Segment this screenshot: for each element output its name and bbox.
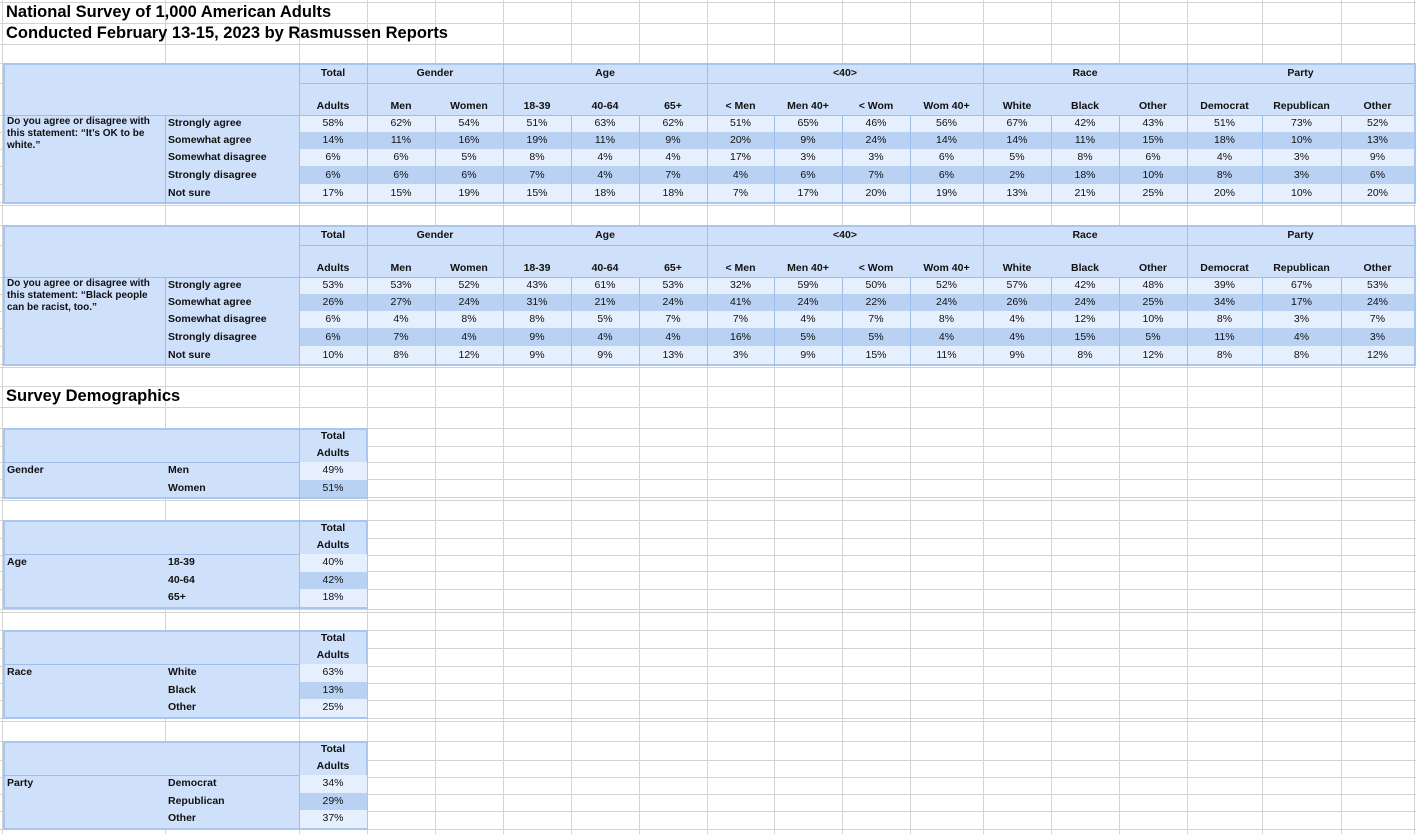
data-cell[interactable]: 57% (1006, 279, 1028, 291)
data-cell[interactable]: 5% (1145, 331, 1161, 343)
header-column[interactable]: Men 40+ (787, 262, 829, 274)
data-cell[interactable]: 25% (1142, 296, 1164, 308)
header-column[interactable]: Black (1070, 262, 1100, 274)
demographic-category[interactable]: Gender (7, 464, 44, 476)
data-cell[interactable]: 53% (322, 279, 344, 291)
data-cell[interactable]: 4% (1009, 313, 1025, 325)
data-cell[interactable]: 53% (1366, 279, 1388, 291)
data-cell[interactable]: 6% (938, 169, 955, 181)
data-cell[interactable]: 42% (1074, 279, 1096, 291)
label-divider (165, 115, 166, 204)
data-cell[interactable]: 24% (458, 296, 480, 308)
header-column[interactable]: 65+ (664, 100, 682, 112)
demo-header-total[interactable]: Total (320, 430, 346, 442)
data-cell[interactable]: 20% (729, 134, 751, 146)
demographic-label[interactable]: Black (168, 683, 197, 696)
header-group[interactable]: Party (1287, 229, 1314, 241)
header-group[interactable]: Total (320, 229, 346, 241)
header-column[interactable]: 18-39 (523, 100, 551, 112)
data-cell[interactable]: 12% (1142, 349, 1164, 361)
data-cell[interactable]: 7% (665, 313, 681, 325)
data-cell[interactable]: 6% (325, 169, 341, 181)
data-cell[interactable]: 10% (1142, 313, 1164, 325)
data-cell[interactable]: 7% (393, 331, 409, 343)
data-cell[interactable]: 20% (1366, 187, 1388, 199)
data-cell[interactable]: 5% (461, 151, 477, 163)
demographic-value[interactable]: 63% (322, 666, 344, 678)
demographic-value[interactable]: 37% (322, 812, 344, 824)
data-cell[interactable]: 17% (729, 151, 751, 163)
header-column[interactable]: Adults (316, 262, 350, 274)
header-column[interactable]: Republican (1273, 262, 1330, 274)
demographic-label[interactable]: Women (168, 481, 206, 494)
data-cell[interactable]: 6% (325, 331, 341, 343)
demographic-value[interactable]: 18% (322, 591, 344, 603)
data-cell[interactable]: 52% (935, 279, 957, 291)
data-cell[interactable]: 8% (1216, 313, 1233, 325)
response-label[interactable]: Strongly disagree (168, 331, 257, 343)
data-cell[interactable]: 6% (393, 151, 409, 163)
response-label[interactable]: Strongly agree (168, 279, 242, 291)
data-cell[interactable]: 7% (665, 169, 681, 181)
demographic-category[interactable]: Age (7, 556, 27, 568)
data-cell[interactable]: 17% (797, 187, 819, 199)
data-cell[interactable]: 5% (868, 331, 884, 343)
data-cell[interactable]: 9% (665, 134, 681, 146)
response-label[interactable]: Strongly agree (168, 117, 242, 129)
header-column[interactable]: Other (1363, 262, 1392, 274)
demographic-value[interactable]: 49% (322, 464, 344, 476)
demographics-title[interactable]: Survey Demographics (6, 387, 181, 405)
data-cell[interactable]: 9% (529, 349, 545, 361)
demographic-value[interactable]: 29% (322, 794, 344, 807)
data-cell[interactable]: 10% (322, 349, 344, 361)
data-cell[interactable]: 4% (1216, 151, 1233, 163)
data-cell[interactable]: 26% (1006, 296, 1028, 308)
header-column[interactable]: Men (390, 262, 412, 274)
data-cell[interactable]: 9% (1369, 151, 1386, 163)
data-cell[interactable]: 7% (529, 169, 545, 181)
response-label[interactable]: Somewhat disagree (168, 151, 267, 163)
data-cell[interactable]: 58% (322, 117, 344, 129)
data-cell[interactable]: 41% (729, 296, 751, 308)
header-group[interactable]: Age (595, 67, 615, 79)
demographic-label[interactable]: 40-64 (168, 573, 195, 586)
demo-header-total[interactable]: Total (320, 743, 346, 755)
data-cell[interactable]: 6% (800, 169, 816, 181)
data-cell[interactable]: 6% (325, 151, 341, 163)
data-cell[interactable]: 4% (1009, 331, 1025, 343)
data-cell[interactable]: 14% (935, 134, 957, 146)
data-cell[interactable]: 9% (529, 331, 545, 343)
data-cell[interactable]: 67% (1006, 117, 1028, 129)
data-cell[interactable]: 51% (1213, 117, 1235, 129)
demo-header-adults[interactable]: Adults (316, 539, 350, 551)
data-cell[interactable]: 14% (1006, 134, 1028, 146)
header-column[interactable]: < Wom (858, 100, 894, 112)
data-cell[interactable]: 34% (1213, 296, 1235, 308)
data-cell[interactable]: 12% (1366, 349, 1388, 361)
data-cell[interactable]: 24% (935, 296, 957, 308)
data-cell[interactable]: 8% (1216, 169, 1233, 181)
data-cell[interactable]: 53% (662, 279, 684, 291)
demographic-value[interactable]: 13% (322, 683, 344, 696)
data-cell[interactable]: 7% (1369, 313, 1386, 325)
data-cell[interactable]: 42% (1074, 117, 1096, 129)
data-cell[interactable]: 24% (1366, 296, 1388, 308)
data-cell[interactable]: 8% (1077, 349, 1093, 361)
data-cell[interactable]: 6% (461, 169, 477, 181)
data-cell[interactable]: 43% (1142, 117, 1164, 129)
demographic-category[interactable]: Party (7, 777, 34, 789)
header-column[interactable]: Men (390, 100, 412, 112)
data-cell[interactable]: 62% (662, 117, 684, 129)
header-column[interactable]: Other (1138, 262, 1167, 274)
header-group[interactable]: Race (1072, 67, 1098, 79)
response-label[interactable]: Somewhat disagree (168, 313, 267, 325)
data-cell[interactable]: 43% (526, 279, 548, 291)
demo-header-total[interactable]: Total (320, 632, 346, 644)
data-cell[interactable]: 17% (322, 187, 344, 199)
data-cell[interactable]: 6% (1369, 169, 1386, 181)
data-cell[interactable]: 4% (1293, 331, 1310, 343)
demographic-value[interactable]: 51% (322, 481, 344, 494)
header-column[interactable]: Other (1138, 100, 1167, 112)
demo-header-adults[interactable]: Adults (316, 447, 350, 459)
data-cell[interactable]: 3% (1293, 169, 1310, 181)
data-cell[interactable]: 24% (865, 134, 887, 146)
data-cell[interactable]: 24% (1074, 296, 1096, 308)
header-group[interactable]: Race (1072, 229, 1098, 241)
data-cell[interactable]: 52% (458, 279, 480, 291)
header-column[interactable]: < Men (725, 100, 756, 112)
data-cell[interactable]: 6% (1145, 151, 1161, 163)
data-cell[interactable]: 5% (597, 313, 613, 325)
demographic-value[interactable]: 34% (322, 777, 344, 789)
demographic-label[interactable]: Republican (168, 794, 225, 807)
data-cell[interactable]: 3% (1293, 313, 1310, 325)
header-group[interactable]: Total (320, 67, 346, 79)
header-column[interactable]: White (1002, 262, 1032, 274)
data-cell[interactable]: 8% (529, 151, 545, 163)
data-cell[interactable]: 6% (325, 313, 341, 325)
data-cell[interactable]: 3% (1369, 331, 1386, 343)
data-cell[interactable]: 11% (594, 134, 616, 146)
data-cell[interactable]: 63% (594, 117, 616, 129)
header-group[interactable]: Party (1287, 67, 1314, 79)
header-column[interactable]: 65+ (664, 262, 682, 274)
demographic-label[interactable]: Democrat (168, 777, 217, 789)
header-divider (299, 83, 1414, 84)
demographic-category[interactable]: Race (7, 666, 33, 678)
header-column[interactable]: Wom 40+ (923, 262, 970, 274)
data-cell[interactable]: 7% (868, 169, 884, 181)
response-label[interactable]: Not sure (168, 187, 211, 199)
data-cell[interactable]: 18% (1074, 169, 1096, 181)
data-cell[interactable]: 9% (1009, 349, 1025, 361)
demographic-label[interactable]: White (168, 666, 197, 678)
data-cell[interactable]: 4% (665, 151, 681, 163)
data-cell[interactable]: 8% (1216, 349, 1233, 361)
data-cell[interactable]: 3% (868, 151, 884, 163)
data-cell[interactable]: 7% (732, 187, 749, 199)
data-cell[interactable]: 54% (458, 117, 480, 129)
data-cell[interactable]: 5% (1009, 151, 1025, 163)
data-cell[interactable]: 22% (865, 296, 887, 308)
data-cell[interactable]: 19% (526, 134, 548, 146)
data-cell[interactable]: 19% (935, 187, 957, 199)
header-column[interactable]: Democrat (1200, 100, 1249, 112)
data-cell[interactable]: 11% (1074, 134, 1096, 146)
header-column[interactable]: Adults (316, 100, 350, 112)
data-cell[interactable]: 21% (594, 296, 616, 308)
response-label[interactable]: Strongly disagree (168, 169, 257, 181)
data-cell[interactable]: 32% (729, 279, 751, 291)
demographic-label[interactable]: 65+ (168, 591, 186, 603)
data-cell[interactable]: 73% (1290, 117, 1312, 129)
header-column[interactable]: Black (1070, 100, 1100, 112)
data-cell[interactable]: 10% (1142, 169, 1164, 181)
data-cell[interactable]: 5% (800, 331, 816, 343)
data-cell[interactable]: 10% (1290, 187, 1312, 199)
data-cell[interactable]: 18% (1213, 134, 1235, 146)
data-cell[interactable]: 67% (1290, 279, 1312, 291)
demographic-label[interactable]: Men (168, 464, 189, 476)
data-cell[interactable]: 3% (800, 151, 816, 163)
data-cell[interactable]: 24% (797, 296, 819, 308)
header-column[interactable]: Men 40+ (787, 100, 829, 112)
header-column[interactable]: Wom 40+ (923, 100, 970, 112)
data-cell[interactable]: 17% (1290, 296, 1312, 308)
data-cell[interactable]: 25% (1142, 187, 1164, 199)
data-cell[interactable]: 18% (594, 187, 616, 199)
data-cell[interactable]: 46% (865, 117, 887, 129)
data-cell[interactable]: 4% (597, 151, 613, 163)
demo-header-adults[interactable]: Adults (316, 649, 350, 661)
data-cell[interactable]: 31% (526, 296, 548, 308)
data-cell[interactable]: 15% (865, 349, 887, 361)
header-group[interactable]: <40> (833, 67, 857, 79)
data-cell[interactable]: 8% (529, 313, 545, 325)
header-column[interactable]: 18-39 (523, 262, 551, 274)
data-cell[interactable]: 11% (936, 349, 957, 361)
data-cell[interactable]: 13% (1006, 187, 1028, 199)
data-cell[interactable]: 11% (1214, 331, 1235, 343)
data-cell[interactable]: 8% (1293, 349, 1310, 361)
question-text[interactable]: Do you agree or disagree with this statement: “Black people can be racist, too.” (7, 278, 150, 313)
data-cell[interactable]: 59% (797, 279, 819, 291)
header-column[interactable]: < Men (725, 262, 756, 274)
data-cell[interactable]: 62% (390, 117, 412, 129)
data-cell[interactable]: 8% (938, 313, 955, 325)
data-cell[interactable]: 15% (526, 187, 548, 199)
data-cell[interactable]: 10% (1290, 134, 1312, 146)
data-cell[interactable]: 15% (390, 187, 412, 199)
data-cell[interactable]: 15% (1074, 331, 1096, 343)
response-label[interactable]: Somewhat agree (168, 296, 252, 308)
data-cell[interactable]: 4% (800, 313, 816, 325)
demographic-label[interactable]: Other (168, 701, 197, 713)
data-cell[interactable]: 8% (393, 349, 409, 361)
data-cell[interactable]: 9% (597, 349, 613, 361)
data-cell[interactable]: 48% (1142, 279, 1164, 291)
header-group[interactable]: Age (595, 229, 615, 241)
data-cell[interactable]: 20% (865, 187, 887, 199)
data-cell[interactable]: 4% (461, 331, 477, 343)
page-subtitle[interactable]: Conducted February 13-15, 2023 by Rasmussen Reports (6, 24, 448, 42)
data-cell[interactable]: 51% (729, 117, 751, 129)
data-cell[interactable]: 13% (1366, 134, 1388, 146)
header-column[interactable]: < Wom (858, 262, 894, 274)
header-group[interactable]: <40> (833, 229, 857, 241)
header-group[interactable]: Gender (416, 67, 454, 79)
data-cell[interactable]: 4% (393, 313, 409, 325)
data-cell[interactable]: 4% (938, 331, 955, 343)
data-cell[interactable]: 52% (1366, 117, 1388, 129)
data-cell[interactable]: 7% (868, 313, 884, 325)
data-cell[interactable]: 24% (662, 296, 684, 308)
data-cell[interactable]: 11% (390, 134, 412, 146)
demographic-value[interactable]: 40% (322, 556, 344, 568)
demographic-value[interactable]: 25% (322, 701, 344, 713)
data-cell[interactable]: 16% (729, 331, 751, 343)
data-cell[interactable]: 8% (1077, 151, 1093, 163)
question-text[interactable]: Do you agree or disagree with this statement: “It’s OK to be white.” (7, 116, 150, 151)
data-cell[interactable]: 27% (390, 296, 412, 308)
data-cell[interactable]: 15% (1142, 134, 1164, 146)
data-cell[interactable]: 12% (1074, 313, 1096, 325)
data-cell[interactable]: 14% (322, 134, 344, 146)
data-cell[interactable]: 65% (797, 117, 819, 129)
demographic-label[interactable]: Other (168, 812, 197, 824)
demographic-label[interactable]: 18-39 (168, 556, 195, 568)
data-cell[interactable]: 61% (594, 279, 616, 291)
data-cell[interactable]: 51% (526, 117, 548, 129)
data-cell[interactable]: 20% (1213, 187, 1235, 199)
data-cell[interactable]: 16% (458, 134, 480, 146)
data-cell[interactable]: 18% (662, 187, 684, 199)
data-cell[interactable]: 19% (458, 187, 480, 199)
page-title[interactable]: National Survey of 1,000 American Adults (6, 3, 332, 21)
header-column[interactable]: Women (450, 100, 488, 112)
data-cell[interactable]: 9% (800, 134, 816, 146)
data-cell[interactable]: 3% (732, 349, 749, 361)
data-cell[interactable]: 12% (458, 349, 480, 361)
response-label[interactable]: Somewhat agree (168, 134, 252, 146)
data-cell[interactable]: 3% (1293, 151, 1310, 163)
header-column[interactable]: 40-64 (591, 100, 619, 112)
header-column[interactable]: 40-64 (591, 262, 619, 274)
label-divider (165, 277, 166, 366)
data-cell[interactable]: 9% (800, 349, 816, 361)
data-cell[interactable]: 2% (1009, 169, 1025, 181)
data-cell[interactable]: 4% (732, 169, 749, 181)
data-cell[interactable]: 6% (938, 151, 955, 163)
demo-header-adults[interactable]: Adults (316, 760, 350, 772)
data-cell[interactable]: 4% (597, 331, 613, 343)
header-column[interactable]: Democrat (1200, 262, 1249, 274)
data-cell[interactable]: 7% (732, 313, 749, 325)
header-column[interactable]: Women (450, 262, 488, 274)
data-cell[interactable]: 6% (393, 169, 409, 181)
data-cell[interactable]: 53% (390, 279, 412, 291)
data-cell[interactable]: 8% (461, 313, 477, 325)
header-column[interactable]: Other (1363, 100, 1392, 112)
header-column[interactable]: Republican (1273, 100, 1330, 112)
header-divider (299, 245, 1414, 246)
response-label[interactable]: Not sure (168, 349, 211, 361)
header-column[interactable]: White (1002, 100, 1032, 112)
data-cell[interactable]: 39% (1213, 279, 1235, 291)
data-cell[interactable]: 21% (1074, 187, 1096, 199)
data-cell[interactable]: 13% (662, 349, 684, 361)
data-cell[interactable]: 56% (935, 117, 957, 129)
demo-header-total[interactable]: Total (320, 522, 346, 534)
data-cell[interactable]: 26% (322, 296, 344, 308)
data-cell[interactable]: 4% (665, 331, 681, 343)
data-cell[interactable]: 4% (597, 169, 613, 181)
data-cell[interactable]: 50% (865, 279, 887, 291)
header-group[interactable]: Gender (416, 229, 454, 241)
demographic-value[interactable]: 42% (322, 573, 344, 586)
